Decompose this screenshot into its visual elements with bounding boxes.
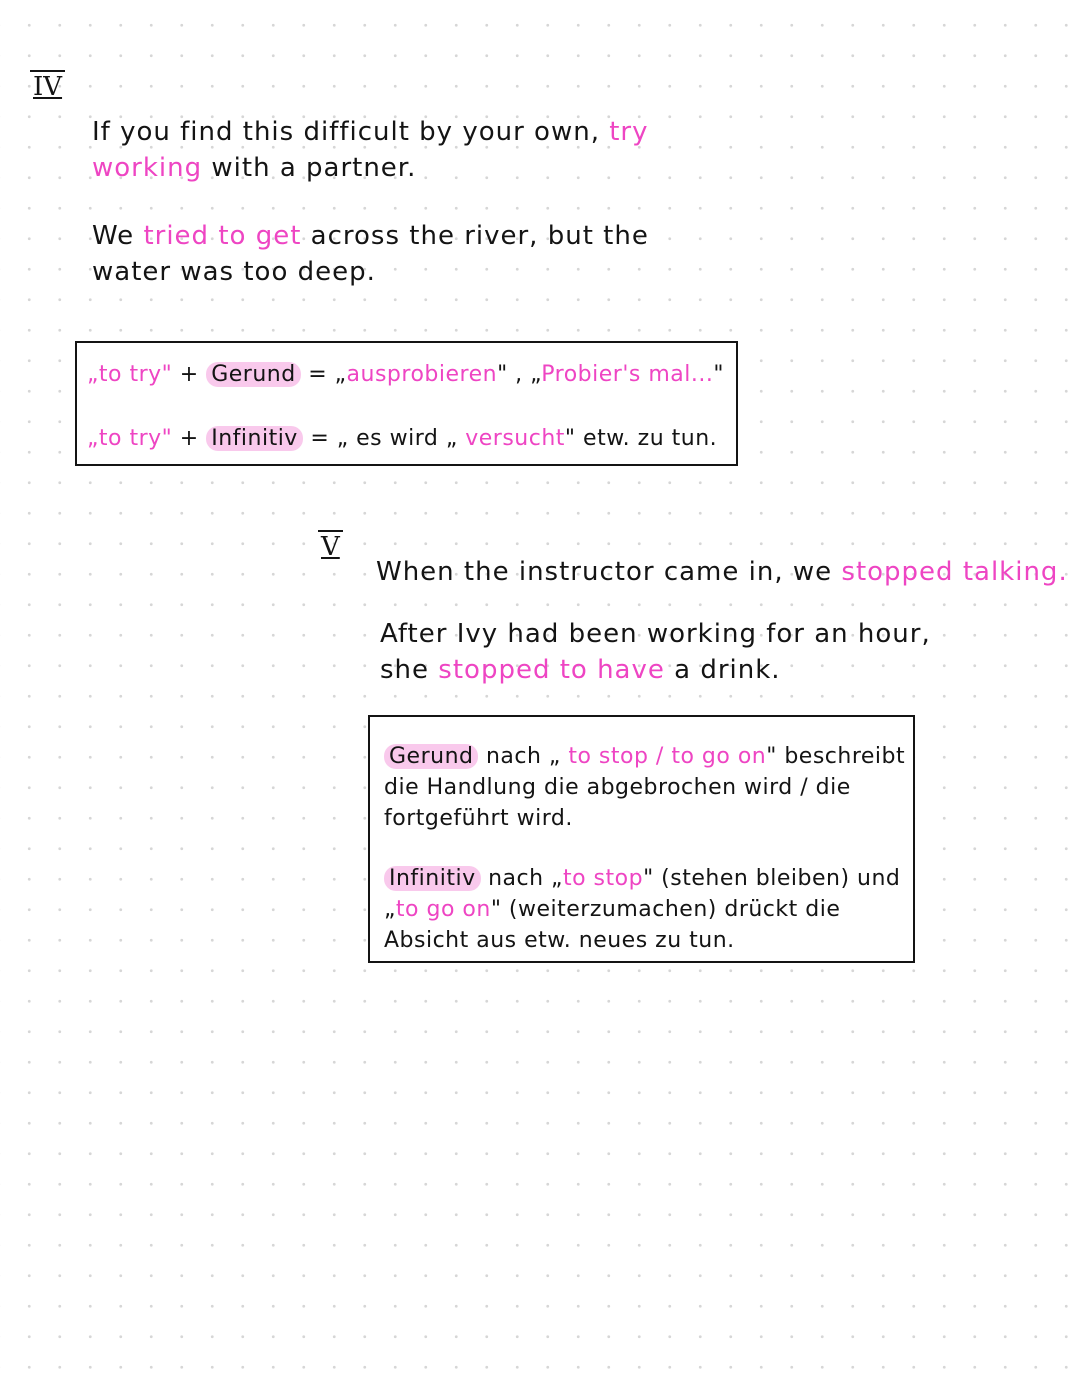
- equals-sign: = „ es wird „: [302, 426, 466, 451]
- rule-line: die Handlung die abgebrochen wird / die: [384, 775, 851, 800]
- meaning-text: ausprobieren: [346, 362, 498, 387]
- numeral-text: V: [321, 532, 340, 562]
- example-line: After Ivy had been working for an hour,: [380, 619, 931, 649]
- form-label: Infinitiv: [384, 866, 481, 891]
- form-label: Gerund: [206, 362, 300, 387]
- example-line: [92, 114, 649, 150]
- highlighted-phrase: try: [609, 117, 649, 147]
- example-stop-gerund: [376, 554, 1068, 590]
- highlighted-phrase: tried to get: [143, 221, 302, 251]
- rule-text: nach „: [480, 866, 563, 891]
- plus-sign: +: [172, 426, 207, 451]
- form-label: Gerund: [384, 744, 478, 769]
- sentence-text: with a partner.: [202, 153, 417, 183]
- section-iv-numeral: [30, 70, 65, 102]
- sentence-text: across the river, but the: [301, 221, 649, 251]
- sentence-text: When the instructor came in, we: [376, 557, 842, 587]
- rule-text: nach „: [478, 744, 569, 769]
- rule-text: " beschreibt: [766, 744, 906, 769]
- verb-phrase: to stop: [562, 866, 644, 891]
- rule-paragraph-infinitive: [384, 863, 900, 956]
- closing-quote: ": [713, 362, 724, 387]
- sentence-text: she: [380, 655, 439, 685]
- rule-paragraph-gerund: [384, 741, 905, 834]
- verb-phrase: to stop / to go on: [568, 744, 767, 769]
- sentence-text: We: [92, 221, 144, 251]
- equals-sign: = „: [300, 362, 347, 387]
- form-label: Infinitiv: [206, 426, 303, 451]
- rule-row-gerund: [87, 359, 724, 390]
- rule-row-infinitive: [87, 423, 717, 454]
- example-line: [380, 652, 931, 688]
- rule-line: [384, 741, 905, 772]
- example-try-gerund: [92, 114, 649, 186]
- separator: " , „: [497, 362, 542, 387]
- sentence-text: a drink.: [664, 655, 781, 685]
- example-line: [92, 150, 649, 186]
- rule-line: [384, 863, 900, 894]
- rule-line: Absicht aus etw. neues zu tun.: [384, 928, 735, 953]
- rule-text: " (weiterzumachen) drückt die: [490, 897, 841, 922]
- example-line: water was too deep.: [92, 257, 376, 287]
- verb-phrase: „to try": [87, 362, 173, 387]
- numeral-text: IV: [33, 72, 63, 102]
- rule-box-try: [75, 341, 738, 466]
- highlighted-phrase: stopped to have: [438, 655, 665, 685]
- rule-line: [384, 894, 900, 925]
- example-try-infinitive: [92, 218, 649, 290]
- sentence-text: If you find this difficult by your own,: [92, 117, 610, 147]
- plus-sign: +: [172, 362, 207, 387]
- rule-line: fortgeführt wird.: [384, 806, 573, 831]
- verb-phrase: „to try": [87, 426, 173, 451]
- rule-box-stop-go-on: [368, 715, 915, 963]
- opening-quote: „: [384, 897, 396, 922]
- example-line: [376, 554, 1068, 590]
- highlighted-phrase: stopped talking.: [841, 557, 1068, 587]
- verb-phrase: to go on: [395, 897, 491, 922]
- closing-text: " etw. zu tun.: [564, 426, 718, 451]
- section-v-numeral: [318, 530, 343, 562]
- example-line: [92, 218, 649, 254]
- example-stop-infinitive: [380, 616, 931, 688]
- rule-text: " (stehen bleiben) und: [643, 866, 901, 891]
- highlighted-phrase: working: [92, 153, 203, 183]
- meaning-text: Probier's mal...: [541, 362, 714, 387]
- meaning-text: versucht: [465, 426, 565, 451]
